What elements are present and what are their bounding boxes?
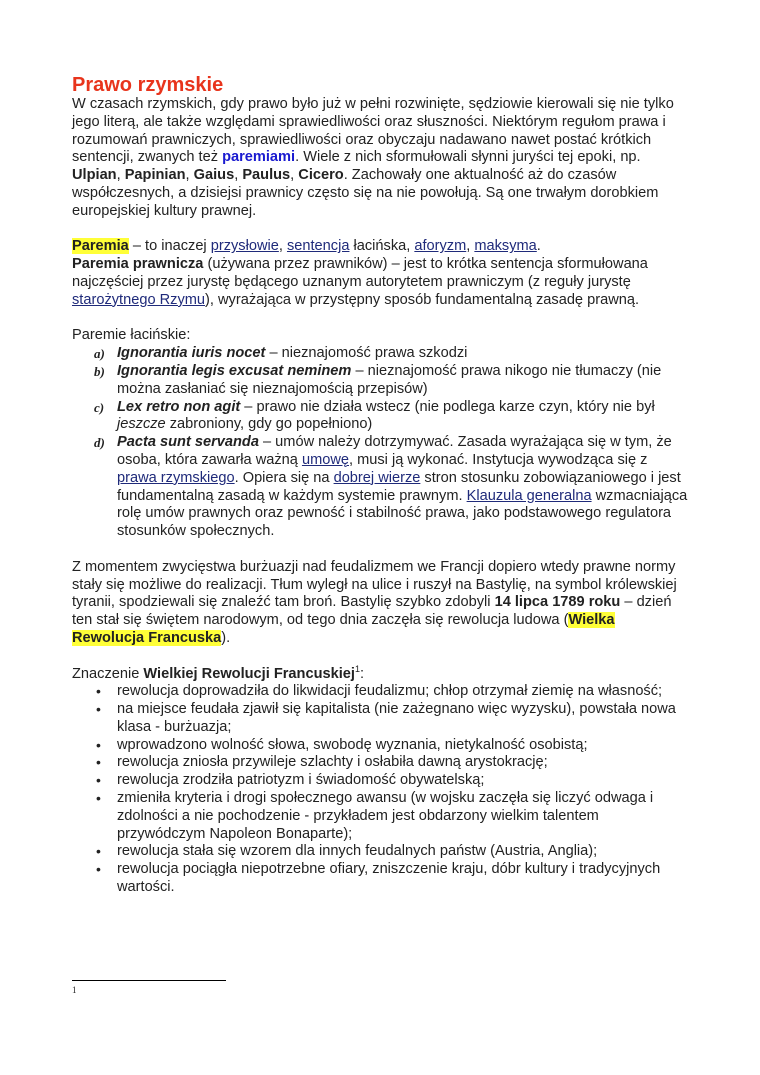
jurist-paulus: Paulus xyxy=(242,167,291,184)
paremia-latin: Lex retro non agit xyxy=(117,398,241,415)
paremia-prawnicza-term: Paremia prawnicza xyxy=(72,256,204,273)
paremia-latin: Pacta sunt servanda xyxy=(117,434,259,451)
list-item: • rewolucja pociągła niepotrzebne ofiary, zniszczenie kraju, dóbr kultury i tradycyjnych wartości. xyxy=(96,861,661,896)
paremiami-term: paremiami xyxy=(222,149,296,166)
jurist-papinian: Papinian xyxy=(124,167,186,184)
paremia-latin: Ignorantia legis excusat neminem xyxy=(117,362,352,379)
bullet-icon: • xyxy=(96,772,101,789)
list-marker: b) xyxy=(94,363,105,379)
bastille-date: 14 lipca 1789 roku xyxy=(494,594,621,611)
paremia-definition: Paremia – to inaczej przysłowie, sentencja łacińska, aforyzm, maksyma. xyxy=(72,238,541,255)
znaczenie-heading: Znaczenie Wielkiej Rewolucji Francuskiej$^1$: xyxy=(72,663,365,682)
list-item: • rewolucja doprowadziła do likwidacji feudalizmu; chłop otrzymał ziemię na własność; xyxy=(96,683,663,700)
bullet-icon: • xyxy=(96,683,101,700)
link-dobrej-wierze[interactable]: dobrej wierze xyxy=(333,469,421,486)
document-body xyxy=(72,74,690,897)
footnote-reference[interactable]: 1 xyxy=(354,663,360,674)
jurist-ulpian: Ulpian xyxy=(72,167,117,184)
footnote-number: 1 xyxy=(72,985,77,995)
rewolucja-paragraph: Z momentem zwycięstwa burżuazji nad feudalizmem we Francji dopiero wtedy prawne normy stały się możliwe do realizacji. Tłum wyległ na ulice i ruszył na Bastylię, na symbol królewskiej tyranii, spodziewali się znaleźć tam broń. Bastylię szybko zdobyli 14 lipca 1789 roku – dzień ten stał się świętem narodowym, od tego dnia zaczęła się rewolucja ludowa (Wielka Rewolucja Francuska). xyxy=(72,558,677,646)
page-title: Prawo rzymskie xyxy=(72,74,224,96)
list-item: • wprowadzono wolność słowa, swobodę wyznania, nietykalność osobistą; xyxy=(96,736,588,753)
list-item: • rewolucja stała się wzorem dla innych feudalnych państw (Austria, Anglia); xyxy=(96,843,598,860)
bullet-icon: • xyxy=(96,843,101,860)
list-marker: d) xyxy=(94,435,105,451)
jurist-gaius: Gaius xyxy=(193,167,235,184)
list-item: • rewolucja zrodziła patriotyzm i świadomość obywatelską; xyxy=(96,772,485,789)
bullet-icon: • xyxy=(96,701,101,718)
wielka-rewolucja-term: Wielka Rewolucja Francuska xyxy=(72,612,615,646)
bullet-icon: • xyxy=(96,861,101,878)
paremie-list xyxy=(72,345,690,541)
link-sentencja[interactable]: sentencja xyxy=(286,238,350,255)
link-przyslowie[interactable]: przysłowie xyxy=(210,238,279,255)
paremia-prawnicza-definition: Paremia prawnicza (używana przez prawników) – jest to krótka sentencja sformułowana najczęściej przez jurystę będącego uznanym autorytetem prawniczym (z reguły jurystę starożytnego Rzymu), wyrażająca w przystępny sposób fundamentalną zasadę prawną. xyxy=(72,256,648,308)
bullet-icon: • xyxy=(96,736,101,753)
footnote-separator xyxy=(72,980,226,981)
bullet-icon: • xyxy=(96,790,101,807)
bullet-icon: • xyxy=(96,754,101,771)
paremia-term: Paremia xyxy=(72,238,129,255)
znaczenie-list xyxy=(72,683,690,897)
link-umowe[interactable]: umowę xyxy=(301,451,349,468)
list-marker: a) xyxy=(94,346,105,362)
jurist-cicero: Cicero xyxy=(298,167,344,184)
list-item: • na miejsce feudała zjawił się kapitalista (nie zażegnano więc wyzysku), powstała nowa klasa - burżuazja; xyxy=(96,701,676,735)
list-marker: c) xyxy=(94,399,105,415)
list-item: a) Ignorantia iuris nocet – nieznajomość prawa szkodzi xyxy=(94,345,468,362)
list-item: c) Lex retro non agit – prawo nie działa wstecz (nie podlega karze czyn, który nie był jeszcze zabroniony, gdy go popełniono) xyxy=(94,398,655,433)
list-item: • rewolucja zniosła przywileje szlachty i osłabiła dawną arystokrację; xyxy=(96,754,548,771)
paremia-latin: Ignorantia iuris nocet xyxy=(117,345,266,362)
paremie-heading: Paremie łacińskie: xyxy=(72,327,191,344)
list-item: • zmieniła kryteria i drogi społecznego awansu (w wojsku zaczęła się liczyć odwaga i zdolności a nie pochodzenie - przykładem jest obdarzony wielkim talentem przywódczym Napoleon Bonaparte); xyxy=(96,790,654,842)
link-klauzula-generalna[interactable]: Klauzula generalna xyxy=(466,487,592,504)
link-maksyma[interactable]: maksyma xyxy=(474,238,537,255)
intro-paragraph: W czasach rzymskich, gdy prawo było już w pełni rozwinięte, sędziowie kierowali się nie tylko jego literą, ale także względami sprawiedliwości oraz słuszności. Niektórym regułom prawa i rozumowań prawniczych, sprawiedliwości oraz obyczaju nadawano nawet postać krótkich sentencji, zwanych też paremiami. Wiele z nich sformułowali słynni juryści tej epoki, np. Ulpian, Papinian, Gaius, Paulus, Cicero. Zachowały one aktualność aż do czasów współczesnych, a dzisiejsi prawnicy często się na nie powołują. Są one trwałym dorobkiem europejskiej kultury prawnej. xyxy=(72,96,674,219)
list-item: b) Ignorantia legis excusat neminem – nieznajomość prawa nikogo nie tłumaczy (nie można zasłaniać się nieznajomością przepisów) xyxy=(94,362,662,397)
link-starozytnego-rzymu[interactable]: starożytnego Rzymu xyxy=(72,291,206,308)
list-item: d) Pacta sunt servanda – umów należy dotrzymywać. Zasada wyrażająca się w tym, że osoba, która zawarła ważną umowę, musi ją wykonać. Instytucja wywodząca się z prawa rzymskiego. Opiera się na dobrej wierze stron stosunku zobowiązaniowego i jest fundamentalną zasadą w każdym systemie prawnym. Klauzula generalna wzmacniająca rolę umów prawnych oraz pewność i stabilność prawa, jako podstawowego regulatora stosunków społecznych. xyxy=(94,434,688,540)
link-prawa-rzymskiego[interactable]: prawa rzymskiego xyxy=(117,469,235,486)
link-aforyzm[interactable]: aforyzm xyxy=(414,238,467,255)
